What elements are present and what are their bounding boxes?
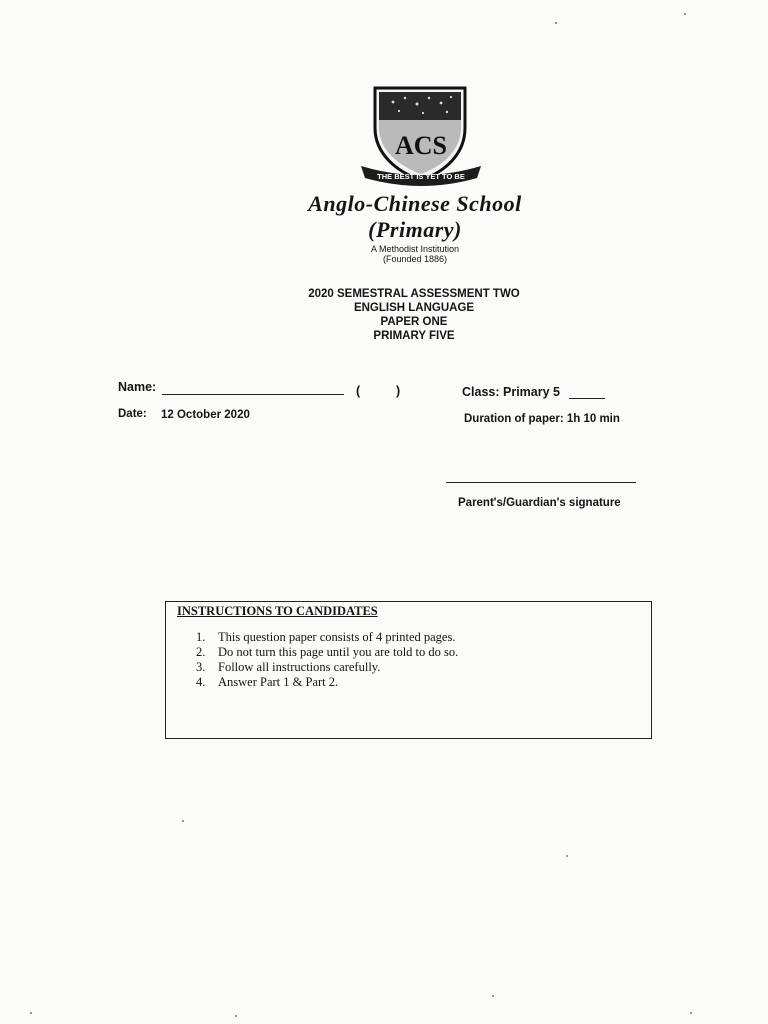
list-item-text: Do not turn this page until you are told to do so. — [218, 645, 459, 659]
scan-speck — [235, 1015, 237, 1017]
scan-speck — [684, 13, 686, 15]
list-item-number: 2. — [196, 645, 206, 659]
crest-initials: ACS — [394, 131, 448, 160]
class-field-line[interactable] — [569, 398, 605, 399]
signature-label: Parent's/Guardian's signature — [458, 497, 621, 509]
date-value: 12 October 2020 — [161, 409, 250, 421]
list-item-text: Follow all instructions carefully. — [218, 660, 381, 674]
name-label: Name: — [118, 380, 157, 394]
school-name-line1: Anglo-Chinese School — [308, 191, 522, 216]
list-item-number: 3. — [196, 660, 206, 674]
list-item — [196, 630, 458, 645]
list-item — [196, 660, 458, 675]
list-item-text: Answer Part 1 & Part 2. — [218, 675, 339, 689]
index-close-paren: ) — [396, 384, 401, 398]
signature-line[interactable] — [446, 482, 636, 483]
scan-speck — [566, 855, 568, 857]
exam-level: PRIMARY FIVE — [373, 330, 455, 342]
scan-speck — [492, 995, 494, 997]
exam-subject: ENGLISH LANGUAGE — [353, 302, 475, 314]
list-item-number: 1. — [196, 630, 206, 644]
scan-speck — [690, 1012, 692, 1014]
exam-paper: PAPER ONE — [380, 316, 448, 328]
instructions-title: INSTRUCTIONS TO CANDIDATES — [177, 604, 378, 618]
scan-speck — [30, 1012, 32, 1014]
scan-speck — [555, 22, 557, 24]
date-label: Date: — [118, 408, 147, 420]
instructions-box — [165, 601, 652, 739]
duration-text: Duration of paper: 1h 10 min — [464, 413, 620, 425]
list-item-number: 4. — [196, 675, 206, 689]
name-field-line[interactable] — [162, 394, 344, 395]
crest-motto: THE BEST IS YET TO BE — [377, 172, 465, 181]
list-item — [196, 675, 458, 690]
instructions-list — [196, 630, 458, 690]
school-name — [250, 191, 580, 243]
list-item-text: This question paper consists of 4 printed pages. — [218, 630, 456, 644]
school-founded: (Founded 1886) — [382, 254, 448, 264]
class-label: Class: Primary 5 — [462, 385, 560, 399]
exam-title: 2020 SEMESTRAL ASSESSMENT TWO — [308, 288, 520, 300]
scan-speck — [182, 820, 184, 822]
list-item — [196, 645, 458, 660]
school-tagline: A Methodist Institution — [370, 244, 460, 254]
school-crest-logo — [359, 84, 483, 188]
index-open-paren: ( — [356, 384, 361, 398]
school-name-line2: (Primary) — [368, 217, 462, 242]
